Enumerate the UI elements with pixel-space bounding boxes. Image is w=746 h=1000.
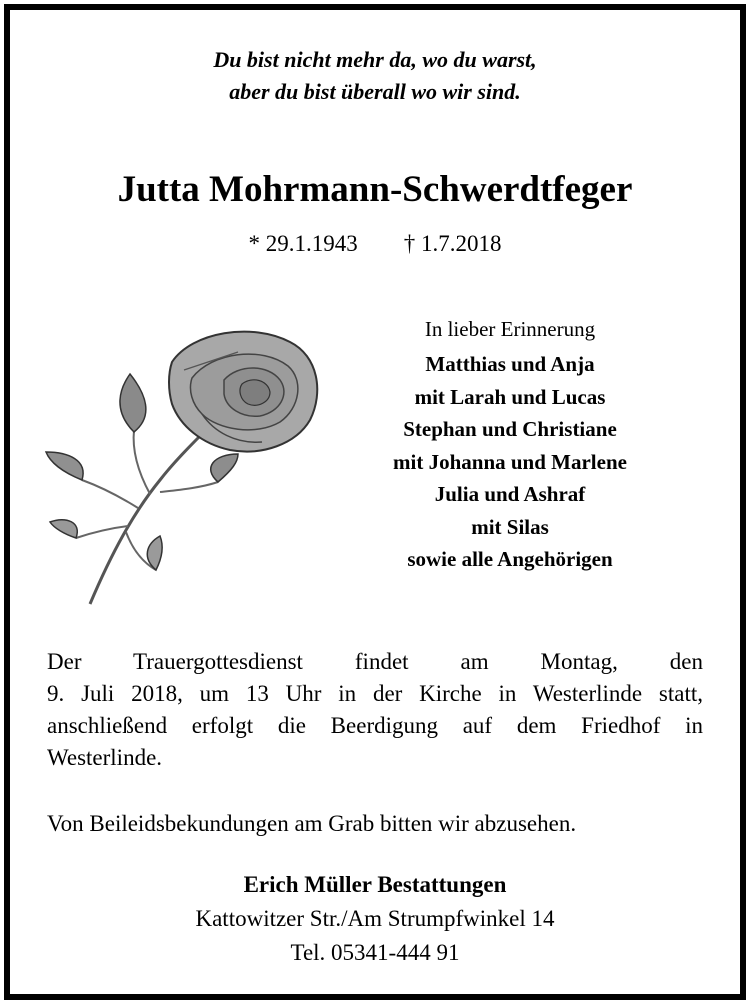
quote-line-2: aber du bist überall wo wir sind. (229, 79, 521, 104)
mourners-block (340, 314, 680, 576)
funeral-home (10, 868, 740, 970)
mourner-line: sowie alle Angehörigen (407, 547, 613, 571)
quote-line-1: Du bist nicht mehr da, wo du warst, (213, 47, 537, 72)
funeral-home-phone: Tel. 05341-444 91 (290, 940, 460, 965)
service-line: anschließend erfolgt die Beerdigung auf dem Friedhof in (47, 713, 703, 738)
mourner-line: mit Johanna und Marlene (393, 449, 627, 474)
service-line: Westerlinde. (47, 745, 163, 770)
mourner-line: Stephan und Christiane (403, 417, 617, 441)
birth-date: * 29.1.1943 (248, 231, 358, 256)
rose-icon (42, 322, 322, 612)
life-dates (10, 229, 740, 259)
service-line: Der Trauergottesdienst findet am Montag, den (47, 649, 703, 674)
mourner-line: mit Silas (471, 514, 549, 539)
condolence-note: Von Beileidsbekundungen am Grab bitten wir abzusehen. (47, 811, 577, 836)
obituary-frame (4, 4, 746, 1000)
service-line: 9. Juli 2018, um 13 Uhr in der Kirche in Westerlinde statt, (47, 681, 703, 706)
funeral-home-address: Kattowitzer Str./Am Strumpfwinkel 14 (195, 906, 555, 931)
mourner-line: mit Larah und Lucas (414, 384, 606, 409)
service-paragraph (47, 646, 703, 774)
mourner-line: Julia und Ashraf (434, 482, 586, 506)
mourner-line: Matthias und Anja (425, 352, 595, 376)
death-date: † 1.7.2018 (403, 231, 502, 256)
deceased-name: Jutta Mohrmann-Schwerdtfeger (117, 169, 633, 210)
funeral-home-name: Erich Müller Bestattungen (243, 872, 507, 897)
mourners-intro: In lieber Erinnerung (424, 317, 596, 341)
quote (10, 44, 740, 108)
